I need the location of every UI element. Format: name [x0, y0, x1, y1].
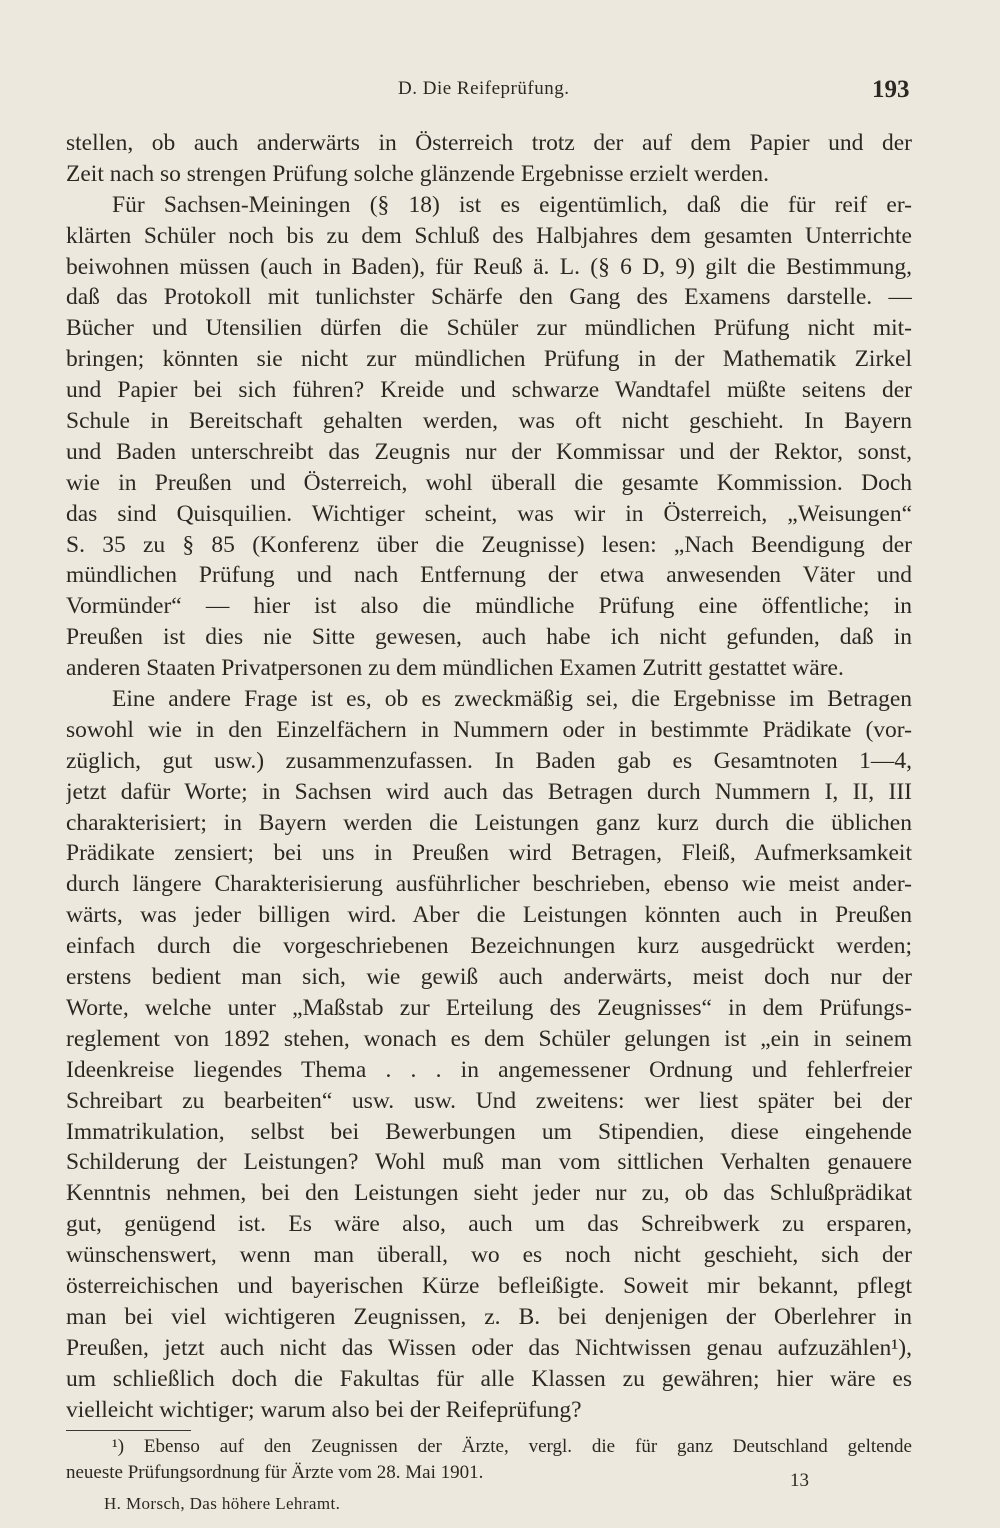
text-line: Kenntnis nehmen, bei den Leistungen sieht jeder nur zu, ob das Schlußprädikat [66, 1180, 912, 1207]
printer-signature: H. Morsch, Das höhere Lehramt. [104, 1494, 341, 1513]
text-line: sowohl wie in den Einzelfächern in Nummern oder in bestimmte Prädikate (vor- [66, 716, 912, 743]
footnote [66, 1434, 912, 1486]
text-line: charakterisiert; in Bayern werden die Leistungen ganz kurz durch die üblichen [66, 809, 912, 836]
text-line: das sind Quisquilien. Wichtiger scheint, was wir in Österreich, „Weisungen“ [66, 500, 912, 527]
text-line: Preußen, jetzt auch nicht das Wissen oder das Nichtwissen genau aufzuzählen¹), [66, 1334, 912, 1361]
text-line: klärten Schüler noch bis zu dem Schluß des Halbjahres dem gesamten Unterrichte [66, 222, 912, 249]
text-line: Prädikate zensiert; bei uns in Preußen wird Betragen, Fleiß, Aufmerksamkeit [66, 840, 912, 867]
text-line: Schilderung der Leistungen? Wohl muß man vom sittlichen Verhalten genauere [66, 1149, 912, 1176]
text-line: beiwohnen müssen (auch in Baden), für Reuß ä. L. (§ 6 D, 9) gilt die Bestimmung, [66, 253, 912, 280]
text-line: Vormünder“ — hier ist also die mündliche Prüfung eine öffentliche; in [66, 593, 912, 620]
text-line: jetzt dafür Worte; in Sachsen wird auch das Betragen durch Nummern I, II, III [66, 778, 912, 805]
text-line: gut, genügend ist. Es wäre also, auch um das Schreibwerk zu ersparen, [66, 1211, 912, 1238]
text-line: Bücher und Utensilien dürfen die Schüler zur mündlichen Prüfung nicht mit- [66, 315, 912, 342]
text-line: wärts, was jeder billigen wird. Aber die Leistungen könnten auch in Preußen [66, 902, 912, 929]
text-line: österreichischen und bayerischen Kürze befleißigte. Soweit mir bekannt, pflegt [66, 1272, 912, 1299]
text-line: Für Sachsen-Meiningen (§ 18) ist es eigentümlich, daß die für reif er- [112, 191, 912, 218]
text-line: und Papier bei sich führen? Kreide und schwarze Wandtafel müßte seitens der [66, 377, 912, 404]
text-line: man bei viel wichtigeren Zeugnissen, z. B. bei denjenigen der Oberlehrer in [66, 1303, 912, 1330]
text-line: und Baden unterschreibt das Zeugnis nur der Kommissar und der Rektor, sonst, [66, 438, 912, 465]
text-line: wünschenswert, wenn man überall, wo es noch nicht geschieht, sich der [66, 1242, 912, 1269]
text-line: wie in Preußen und Österreich, wohl überall die gesamte Kommission. Doch [66, 469, 912, 496]
text-line: S. 35 zu § 85 (Konferenz über die Zeugnisse) lesen: „Nach Beendigung der [66, 531, 912, 558]
text-line: einfach durch die vorgeschriebenen Bezeichnungen kurz ausgedrückt werden; [66, 933, 912, 960]
text-line: Schreibart zu bearbeiten“ usw. usw. Und zweitens: wer liest später bei der [66, 1087, 912, 1114]
sheet-number: 13 [790, 1470, 809, 1491]
footnote-rule [66, 1430, 191, 1431]
text-line: erstens bedient man sich, wie gewiß auch anderwärts, meist doch nur der [66, 964, 912, 991]
text-line: Ideenkreise liegendes Thema . . . in angemessener Ordnung und fehlerfreier [66, 1056, 912, 1083]
text-line: stellen, ob auch anderwärts in Österreich trotz der auf dem Papier und der [66, 130, 912, 156]
text-line: reglement von 1892 stehen, wonach es dem Schüler gelungen ist „ein in seinem [66, 1025, 912, 1052]
text-line: Zeit nach so strengen Prüfung solche glänzende Ergebnisse erzielt werden. [66, 160, 770, 187]
text-line: um schließlich doch die Fakultas für alle Klassen zu gewähren; hier wäre es [66, 1365, 912, 1392]
page-header [0, 76, 1000, 112]
text-line: Preußen ist dies nie Sitte gewesen, auch habe ich nicht gefunden, daß in [66, 624, 912, 651]
text-line: züglich, gut usw.) zusammenzufassen. In Baden gab es Gesamtnoten 1—4, [66, 747, 912, 774]
footnote-line: neueste Prüfungsordnung für Ärzte vom 28. Mai 1901. [66, 1462, 484, 1483]
body-text [66, 128, 912, 1425]
text-line: daß das Protokoll mit tunlichster Schärfe den Gang des Examens darstelle. — [66, 284, 912, 311]
text-line: durch längere Charakterisierung ausführlicher beschrieben, ebenso wie meist ander- [66, 871, 912, 898]
text-line: anderen Staaten Privatpersonen zu dem mündlichen Examen Zutritt gestattet wäre. [66, 655, 844, 682]
running-head: D. Die Reifeprüfung. [398, 78, 570, 99]
text-line: Eine andere Frage ist es, ob es zweckmäßig sei, die Ergebnisse im Betragen [112, 686, 912, 713]
text-line: mündlichen Prüfung und nach Entfernung der etwa anwesenden Väter und [66, 562, 912, 589]
text-line: bringen; könnten sie nicht zur mündlichen Prüfung in der Mathematik Zirkel [66, 346, 912, 373]
text-line: Immatrikulation, selbst bei Bewerbungen um Stipendien, diese eingehende [66, 1118, 912, 1145]
page-number: 193 [872, 76, 910, 103]
footnote-line: ¹) Ebenso auf den Zeugnissen der Ärzte, vergl. die für ganz Deutschland geltende [112, 1436, 912, 1457]
text-line: Worte, welche unter „Maßstab zur Erteilung des Zeugnisses“ in dem Prüfungs- [66, 994, 912, 1021]
text-line: vielleicht wichtiger; warum also bei der Reifeprüfung? [66, 1396, 582, 1423]
text-line: Schule in Bereitschaft gehalten werden, was oft nicht geschieht. In Bayern [66, 408, 912, 435]
